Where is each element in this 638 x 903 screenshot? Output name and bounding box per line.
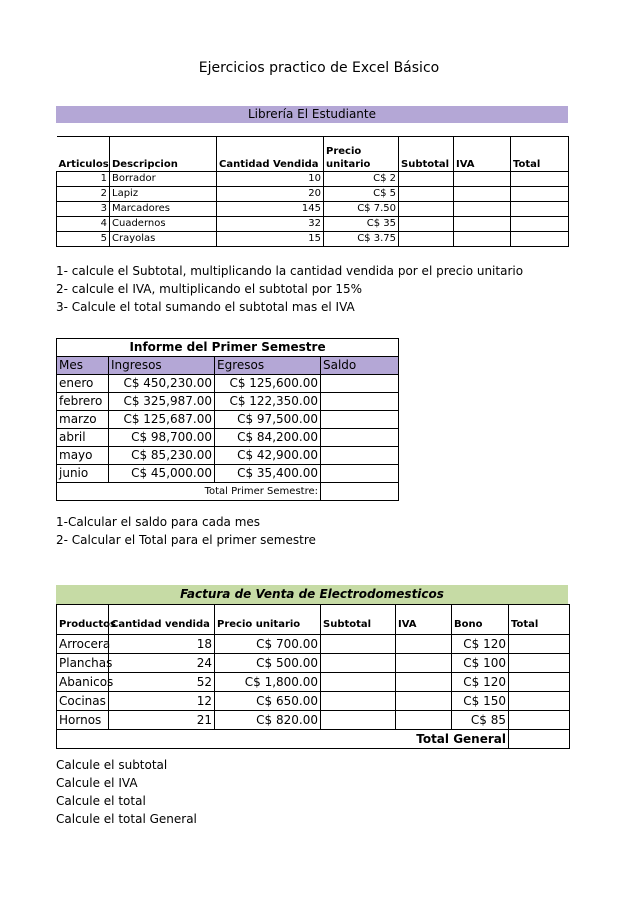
header-iva: IVA	[396, 605, 452, 635]
cantidad-cell: 24	[109, 654, 215, 673]
factura-table	[56, 604, 570, 749]
informe-header-row	[57, 357, 399, 375]
header-subtotal: Subtotal	[321, 605, 396, 635]
table-row	[57, 711, 570, 730]
ingresos-cell: C$ 325,987.00	[109, 393, 215, 411]
articulo-price: C$ 3.75	[324, 232, 399, 247]
articulo-desc: Marcadores	[110, 202, 217, 217]
ingresos-cell: C$ 85,230.00	[109, 447, 215, 465]
mes-cell: junio	[57, 465, 109, 483]
factura-banner-text: Factura de Venta de Electrodomesticos	[180, 587, 444, 601]
total-cell[interactable]	[509, 673, 570, 692]
articulo-iva-cell[interactable]	[454, 217, 511, 232]
ingresos-cell: C$ 450,230.00	[109, 375, 215, 393]
subtotal-cell[interactable]	[321, 673, 396, 692]
header-descripcion: Descripcion	[110, 137, 217, 172]
libreria-banner: Librería El Estudiante	[56, 106, 568, 123]
total-cell[interactable]	[509, 654, 570, 673]
table-row	[57, 375, 399, 393]
articulo-subtotal-cell[interactable]	[399, 232, 454, 247]
precio-cell: C$ 500.00	[215, 654, 321, 673]
libreria-instructions	[56, 262, 523, 316]
producto-cell: Abanicos	[57, 673, 109, 692]
informe-title-row	[57, 339, 399, 357]
articulo-desc: Crayolas	[110, 232, 217, 247]
factura-total-cell[interactable]	[509, 730, 570, 749]
libreria-table	[56, 136, 569, 247]
articulo-price: C$ 5	[324, 187, 399, 202]
instruction-line: 1- calcule el Subtotal, multiplicando la cantidad vendida por el precio unitario	[56, 264, 524, 278]
egresos-cell: C$ 125,600.00	[215, 375, 321, 393]
articulo-subtotal-cell[interactable]	[399, 202, 454, 217]
factura-instructions	[56, 756, 197, 828]
iva-cell[interactable]	[396, 635, 452, 654]
articulo-qty: 15	[217, 232, 324, 247]
articulo-total-cell[interactable]	[511, 232, 569, 247]
factura-total-label: Total General	[57, 730, 509, 749]
saldo-cell[interactable]	[321, 447, 399, 465]
mes-cell: enero	[57, 375, 109, 393]
factura-total-row	[57, 730, 570, 749]
header-productos: Productos	[57, 605, 109, 635]
mes-cell: abril	[57, 429, 109, 447]
articulo-num: 1	[57, 172, 110, 187]
header-saldo: Saldo	[321, 357, 399, 375]
header-cantidad-vendida: Cantidad Vendida	[217, 137, 324, 172]
bono-cell: C$ 120	[452, 673, 509, 692]
iva-cell[interactable]	[396, 692, 452, 711]
header-ingresos: Ingresos	[109, 357, 215, 375]
header-egresos: Egresos	[215, 357, 321, 375]
factura-banner	[56, 585, 568, 604]
table-row	[57, 172, 569, 187]
mes-cell: mayo	[57, 447, 109, 465]
articulo-num: 4	[57, 217, 110, 232]
informe-total-row	[57, 483, 399, 501]
precio-cell: C$ 1,800.00	[215, 673, 321, 692]
header-total: Total	[511, 137, 569, 172]
ingresos-cell: C$ 125,687.00	[109, 411, 215, 429]
instruction-line: Calcule el IVA	[56, 776, 138, 790]
instruction-line: Calcule el subtotal	[56, 758, 168, 772]
subtotal-cell[interactable]	[321, 692, 396, 711]
libreria-header-row	[57, 137, 569, 172]
cantidad-cell: 21	[109, 711, 215, 730]
iva-cell[interactable]	[396, 711, 452, 730]
table-row	[57, 465, 399, 483]
instruction-line: 3- Calcule el total sumando el subtotal mas el IVA	[56, 300, 355, 314]
articulo-price: C$ 7.50	[324, 202, 399, 217]
informe-table	[56, 338, 399, 501]
articulo-qty: 145	[217, 202, 324, 217]
subtotal-cell[interactable]	[321, 654, 396, 673]
egresos-cell: C$ 42,900.00	[215, 447, 321, 465]
egresos-cell: C$ 97,500.00	[215, 411, 321, 429]
bono-cell: C$ 85	[452, 711, 509, 730]
articulo-num: 5	[57, 232, 110, 247]
informe-title: Informe del Primer Semestre	[57, 339, 399, 357]
mes-cell: marzo	[57, 411, 109, 429]
table-row	[57, 393, 399, 411]
table-row	[57, 673, 570, 692]
articulo-num: 2	[57, 187, 110, 202]
table-row	[57, 187, 569, 202]
articulo-iva-cell[interactable]	[454, 232, 511, 247]
informe-total-label: Total Primer Semestre:	[57, 483, 321, 501]
articulo-iva-cell[interactable]	[454, 172, 511, 187]
table-row	[57, 232, 569, 247]
instruction-line: 2- calcule el IVA, multiplicando el subtotal por 15%	[56, 282, 363, 296]
header-cantidad-vendida: Cantidad vendida	[109, 605, 215, 635]
articulo-num: 3	[57, 202, 110, 217]
subtotal-cell[interactable]	[321, 635, 396, 654]
factura-header-row	[57, 605, 570, 635]
cantidad-cell: 12	[109, 692, 215, 711]
articulo-qty: 20	[217, 187, 324, 202]
saldo-cell[interactable]	[321, 411, 399, 429]
header-bono: Bono	[452, 605, 509, 635]
total-cell[interactable]	[509, 711, 570, 730]
table-row	[57, 429, 399, 447]
producto-cell: Planchas	[57, 654, 109, 673]
header-subtotal: Subtotal	[399, 137, 454, 172]
articulo-price: C$ 35	[324, 217, 399, 232]
header-total: Total	[509, 605, 570, 635]
total-cell[interactable]	[509, 635, 570, 654]
subtotal-cell[interactable]	[321, 711, 396, 730]
iva-cell[interactable]	[396, 654, 452, 673]
articulo-desc: Lapiz	[110, 187, 217, 202]
bono-cell: C$ 100	[452, 654, 509, 673]
articulo-iva-cell[interactable]	[454, 202, 511, 217]
table-row	[57, 635, 570, 654]
table-row	[57, 654, 570, 673]
ingresos-cell: C$ 45,000.00	[109, 465, 215, 483]
articulo-qty: 10	[217, 172, 324, 187]
articulo-qty: 32	[217, 217, 324, 232]
saldo-cell[interactable]	[321, 393, 399, 411]
articulo-subtotal-cell[interactable]	[399, 187, 454, 202]
table-row	[57, 447, 399, 465]
articulo-price: C$ 2	[324, 172, 399, 187]
saldo-cell[interactable]	[321, 429, 399, 447]
page-title: Ejercicios practico de Excel Básico	[198, 60, 440, 76]
header-precio-unitario: Precio unitario	[215, 605, 321, 635]
egresos-cell: C$ 35,400.00	[215, 465, 321, 483]
articulo-subtotal-cell[interactable]	[399, 217, 454, 232]
instruction-line: 2- Calcular el Total para el primer semestre	[56, 533, 316, 547]
header-precio-unitario: Precio unitario	[324, 137, 399, 172]
articulo-desc: Cuadernos	[110, 217, 217, 232]
instruction-line: Calcule el total	[56, 794, 146, 808]
producto-cell: Hornos	[57, 711, 109, 730]
iva-cell[interactable]	[396, 673, 452, 692]
bono-cell: C$ 120	[452, 635, 509, 654]
cantidad-cell: 18	[109, 635, 215, 654]
articulo-iva-cell[interactable]	[454, 187, 511, 202]
articulo-desc: Borrador	[110, 172, 217, 187]
precio-cell: C$ 700.00	[215, 635, 321, 654]
bono-cell: C$ 150	[452, 692, 509, 711]
instruction-line: 1-Calcular el saldo para cada mes	[56, 515, 261, 529]
articulo-total-cell[interactable]	[511, 187, 569, 202]
cantidad-cell: 52	[109, 673, 215, 692]
instruction-line: Calcule el total General	[56, 812, 197, 826]
total-cell[interactable]	[509, 692, 570, 711]
articulo-total-cell[interactable]	[511, 202, 569, 217]
header-mes: Mes	[57, 357, 109, 375]
saldo-cell[interactable]	[321, 375, 399, 393]
articulo-total-cell[interactable]	[511, 172, 569, 187]
header-articulos: Articulos	[57, 137, 110, 172]
articulo-subtotal-cell[interactable]	[399, 172, 454, 187]
saldo-cell[interactable]	[321, 465, 399, 483]
table-row	[57, 202, 569, 217]
precio-cell: C$ 820.00	[215, 711, 321, 730]
egresos-cell: C$ 84,200.00	[215, 429, 321, 447]
ingresos-cell: C$ 98,700.00	[109, 429, 215, 447]
table-row	[57, 217, 569, 232]
table-row	[57, 692, 570, 711]
egresos-cell: C$ 122,350.00	[215, 393, 321, 411]
header-iva: IVA	[454, 137, 511, 172]
producto-cell: Cocinas	[57, 692, 109, 711]
producto-cell: Arrocera	[57, 635, 109, 654]
informe-total-cell[interactable]	[321, 483, 399, 501]
mes-cell: febrero	[57, 393, 109, 411]
table-row	[57, 411, 399, 429]
precio-cell: C$ 650.00	[215, 692, 321, 711]
informe-instructions	[56, 513, 316, 549]
articulo-total-cell[interactable]	[511, 217, 569, 232]
